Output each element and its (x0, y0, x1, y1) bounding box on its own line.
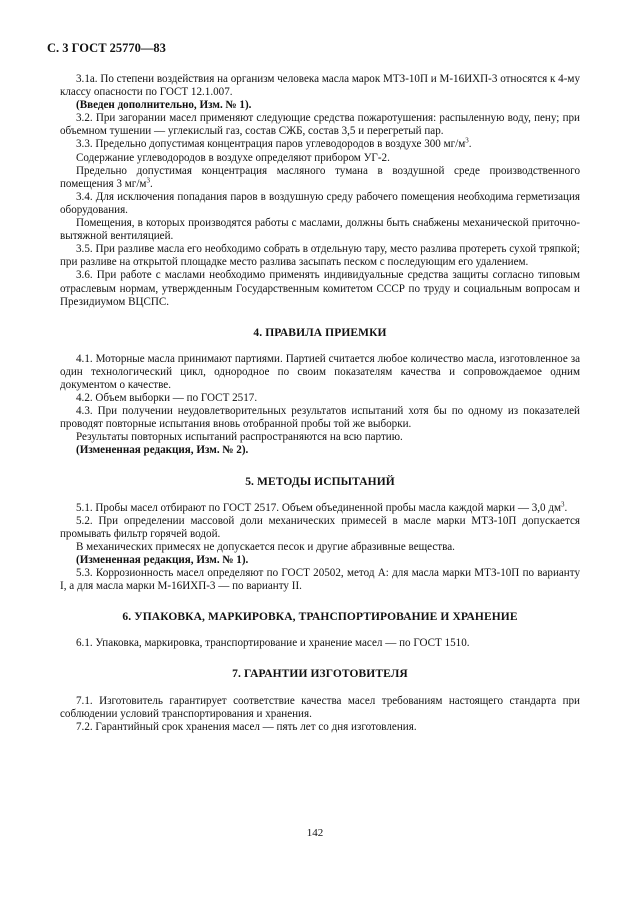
amendment-note (60, 444, 580, 457)
section-heading (60, 611, 580, 624)
paragraph (60, 499, 580, 515)
paragraph (60, 637, 580, 650)
section-heading (60, 476, 580, 489)
paragraph-text: 5.2. При определении массовой доли механических примесей в масле марки МТЗ-10П допускается промывать фильтр горячей водой. (60, 514, 580, 540)
paragraph (60, 217, 580, 243)
paragraph (60, 138, 580, 151)
paragraph (60, 567, 580, 593)
paragraph (60, 515, 580, 541)
paragraph-text: 6.1. Упаковка, маркировка, транспортирование и хранение масел — по ГОСТ 1510. (76, 637, 470, 650)
paragraph (60, 112, 580, 138)
paragraph-text: Результаты повторных испытаний распространяются на всю партию. (76, 431, 403, 444)
paragraph-text: 3.3. Предельно допустимая концентрация паров углеводородов в воздухе 300 мг/м (76, 138, 466, 151)
paragraph (60, 392, 580, 405)
paragraph (60, 191, 580, 217)
paragraph (60, 541, 580, 554)
section-heading-text: 6. УПАКОВКА, МАРКИРОВКА, ТРАНСПОРТИРОВАНИЕ И ХРАНЕНИЕ (122, 611, 518, 624)
section-heading-text: 7. ГАРАНТИИ ИЗГОТОВИТЕЛЯ (232, 668, 408, 681)
paragraph (60, 243, 580, 269)
paragraph-text: 4.1. Моторные масла принимают партиями. Партией считается любое количество масла, изготовленное за один технологический цикл, однородное по своим показателям качества и сопровождаемое одним документом о качестве. (60, 352, 580, 391)
paragraph-text: (Введен дополнительно, Изм. № 1). (76, 99, 252, 112)
superscript: 3 (561, 499, 565, 508)
paragraph (60, 721, 580, 734)
amendment-note (60, 554, 580, 567)
paragraph-text: (Измененная редакция, Изм. № 1). (76, 554, 249, 566)
paragraph-text: 3.1а. По степени воздействия на организм человека масла марок МТЗ-10П и М-16ИХП-3 относятся к 4-му классу опасности по ГОСТ 12.1.007. (60, 73, 580, 99)
paragraph (60, 353, 580, 392)
paragraph (60, 405, 580, 431)
paragraph (60, 73, 580, 99)
paragraph-text: 4.2. Объем выборки — по ГОСТ 2517. (76, 392, 258, 405)
section-heading (60, 668, 580, 681)
paragraph-text: 3.2. При загорании масел применяют следующие средства пожаротушения: распыленную воду, пену; при объемном тушении — углекислый газ, состав СЖБ, состав 3,5 и перегретый пар. (60, 112, 580, 138)
amendment-note (60, 99, 580, 112)
document-body (60, 73, 580, 734)
paragraph-text: 3.6. При работе с маслами необходимо применять индивидуальные средства защиты согласно типовым отраслевым нормам, утвержденным Государственным комитетом СССР по труду и социальным вопросам и Президиумом ВЦСПС. (60, 269, 580, 308)
paragraph-tail: . (149, 177, 153, 190)
paragraph (60, 431, 580, 444)
paragraph-text: 7.1. Изготовитель гарантирует соответствие качества масел требованиям настоящего стандарта при соблюдении условий транспортирования и хранения. (60, 694, 580, 720)
section-heading (60, 327, 580, 340)
paragraph-tail: . (564, 501, 568, 514)
superscript: 3 (146, 176, 150, 185)
superscript: 3 (465, 136, 469, 145)
paragraph-text: (Измененная редакция, Изм. № 2). (76, 444, 249, 457)
paragraph-text: 5.1. Пробы масел отбирают по ГОСТ 2517. Объем объединенной пробы масла каждой марки — 3,0 дм (76, 501, 562, 514)
paragraph (60, 165, 580, 191)
paragraph (60, 152, 580, 165)
paragraph-text: 7.2. Гарантийный срок хранения масел — пять лет со дня изготовления. (76, 720, 417, 733)
page-number: 142 (306, 827, 324, 839)
paragraph-text: Предельно допустимая концентрация масляного тумана в воздушной среде производственного помещения 3 мг/м (60, 164, 580, 190)
paragraph-text: 3.5. При разливе масла его необходимо собрать в отдельную тару, место разлива протереть сухой тряпкой; при разливе на открытой площадке место разлива засыпать песком с последующим его удалением. (60, 243, 580, 269)
paragraph-text: В механических примесях не допускается песок и другие абразивные вещества. (76, 540, 455, 553)
paragraph (60, 695, 580, 721)
paragraph-text: Помещения, в которых производятся работы с маслами, должны быть снабжены механической приточно-вытяжной вентиляцией. (60, 217, 580, 243)
paragraph-text: 5.3. Коррозионность масел определяют по ГОСТ 20502, метод А: для масла марки МТЗ-10П по варианту I, а для масла марки М-16ИХП-3 — по варианту II. (60, 567, 580, 593)
section-heading-text: 5. МЕТОДЫ ИСПЫТАНИЙ (245, 475, 395, 488)
paragraph (60, 269, 580, 308)
page-header: С. 3 ГОСТ 25770—83 (47, 41, 166, 55)
paragraph-text: 3.4. Для исключения попадания паров в воздушную среду рабочего помещения необходима герметизация оборудования. (60, 190, 580, 216)
paragraph-tail: . (468, 138, 472, 151)
paragraph-text: Содержание углеводородов в воздухе определяют прибором УГ-2. (76, 151, 390, 164)
section-heading-text: 4. ПРАВИЛА ПРИЕМКИ (253, 326, 387, 339)
paragraph-text: 4.3. При получении неудовлетворительных результатов испытаний хотя бы по одному из показателей проводят повторные испытания вновь отобранной пробы той же выборки. (60, 405, 580, 431)
